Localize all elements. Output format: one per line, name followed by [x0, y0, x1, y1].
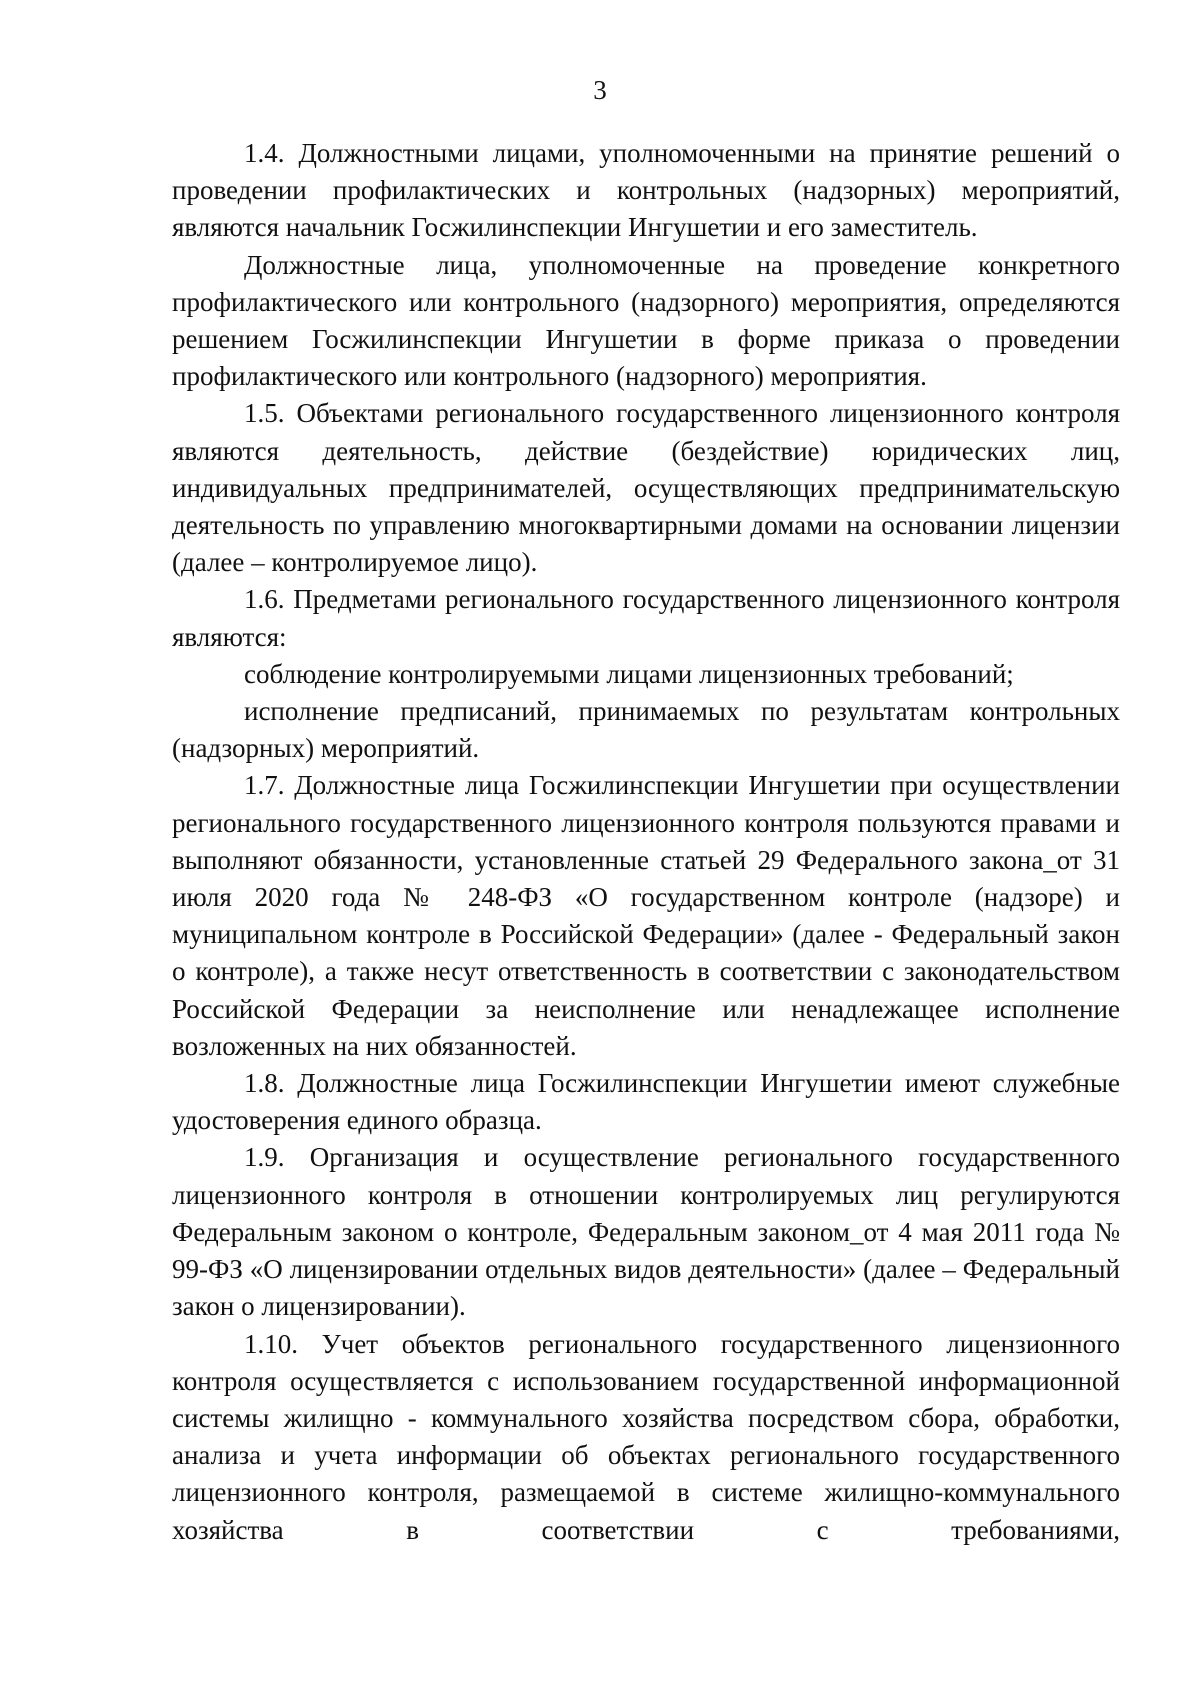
paragraph-1-5: 1.5. Объектами регионального государственного лицензионного контроля являются деятельность, действие (бездействие) юридических лиц, индивидуальных предпринимателей, осуществляющих предпринимательскую деятельность по управлению многоквартирными домами на основании лицензии (далее – контролируемое лицо).: [172, 398, 1120, 578]
list-item-compliance: соблюдение контролируемыми лицами лицензионных требований;: [244, 658, 1014, 689]
paragraph-1-4: 1.4. Должностными лицами, уполномоченными на принятие решений о проведении профилактических и контрольных (надзорных) мероприятий, являются начальник Госжилинспекции Ингушетии и его заместитель.: [172, 138, 1120, 243]
paragraph-officials-designation: Должностные лица, уполномоченные на проведение конкретного профилактического или контрольного (надзорного) мероприятия, определяются решением Госжилинспекции Ингушетии в форме приказа о проведении профилактического или контрольного (надзорного) мероприятия.: [172, 249, 1120, 392]
list-item-orders: исполнение предписаний, принимаемых по результатам контрольных (надзорных) мероприятий.: [172, 696, 1120, 764]
paragraph-1-10: 1.10. Учет объектов регионального государственного лицензионного контроля осуществляется с использованием государственной информационной системы жилищно - коммунального хозяйства посредством сбора, обработки, анализа и учета информации об объектах регионального государственного лицензионного контроля, размещаемой в системе жилищно-коммунального хозяйства в соответствии с требованиями,: [172, 1328, 1120, 1545]
page-number: 3: [593, 75, 607, 105]
paragraph-1-8: 1.8. Должностные лица Госжилинспекции Ингушетии имеют служебные удостоверения единого образца.: [172, 1068, 1120, 1136]
document-body: [172, 135, 1120, 1549]
paragraph-1-6: 1.6. Предметами регионального государственного лицензионного контроля являются:: [172, 584, 1120, 652]
paragraph-1-7: 1.7. Должностные лица Госжилинспекции Ингушетии при осуществлении регионального государственного лицензионного контроля пользуются правами и выполняют обязанности, установленные статьей 29 Федерального закона_от 31 июля 2020 года № 248-ФЗ «О государственном контроле (надзоре) и муниципальном контроле в Российской Федерации» (далее - Федеральный закон о контроле), а также несут ответственность в соответствии с законодательством Российской Федерации за неисполнение или ненадлежащее исполнение возложенных на них обязанностей.: [172, 770, 1120, 1061]
paragraph-1-9: 1.9. Организация и осуществление регионального государственного лицензионного контроля в отношении контролируемых лиц регулируются Федеральным законом о контроле, Федеральным законом_от 4 мая 2011 года № 99-ФЗ «О лицензировании отдельных видов деятельности» (далее – Федеральный закон о лицензировании).: [172, 1142, 1120, 1322]
